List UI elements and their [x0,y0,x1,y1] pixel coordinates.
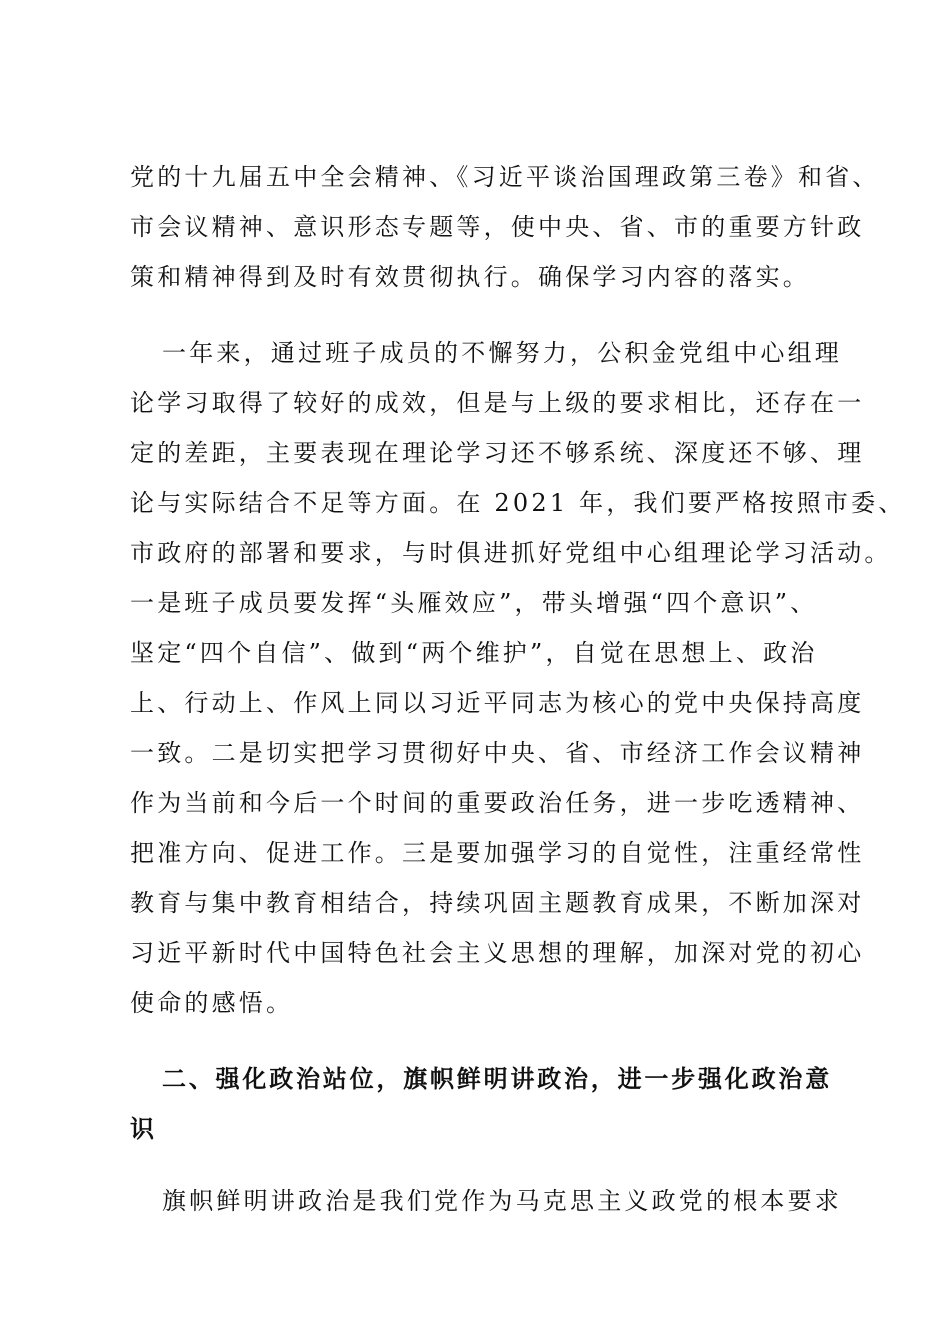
paragraph-1 [130,152,880,302]
document-body [130,152,906,1226]
text-line: 一年来，通过班子成员的不懈努力，公积金党组中心组理 [162,339,842,367]
heading-line: 二、强化政治站位，旗帜鲜明讲政治，进一步强化政治意 [162,1065,832,1093]
text-line: 论与实际结合不足等方面。在 2021 年，我们要严格按照市委、 [130,489,906,517]
text-line: 上、行动上、作风上同以习近平同志为核心的党中央保持高度 [130,689,865,717]
paragraph-spacer [130,1028,830,1054]
text-line: 党的十九届五中全会精神、《习近平谈治国理政第三卷》和省、 [130,163,880,191]
text-line: 市政府的部署和要求，与时俱进抓好党组中心组理论学习活动。 [130,539,892,567]
heading-line: 识 [130,1115,157,1143]
text-line: 一致。二是切实把学习贯彻好中央、省、市经济工作会议精神 [130,739,865,767]
text-line: 作为当前和今后一个时间的重要政治任务，进一步吃透精神、 [130,789,865,817]
paragraph-spacer [130,302,830,328]
section-heading [130,1054,830,1154]
text-line: 坚定“四个自信”、做到“两个维护”，自觉在思想上、政治 [130,639,818,667]
paragraph-spacer [130,1154,830,1176]
text-line: 教育与集中教育相结合，持续巩固主题教育成果，不断加深对 [130,889,865,917]
text-line: 策和精神得到及时有效贯彻执行。确保学习内容的落实。 [130,263,810,291]
text-line: 使命的感悟。 [130,989,294,1017]
text-line: 把准方向、促进工作。三是要加强学习的自觉性，注重经常性 [130,839,865,867]
text-line: 定的差距，主要表现在理论学习还不够系统、深度还不够、理 [130,439,865,467]
text-line: 习近平新时代中国特色社会主义思想的理解，加深对党的初心 [130,939,865,967]
text-line: 旗帜鲜明讲政治是我们党作为马克思主义政党的根本要求 [162,1187,842,1215]
text-line: 市会议精神、意识形态专题等，使中央、省、市的重要方针政 [130,213,865,241]
paragraph-3 [130,1176,842,1226]
text-line: 一是班子成员要发挥“头雁效应”，带头增强“四个意识”、 [130,589,818,617]
text-line: 论学习取得了较好的成效，但是与上级的要求相比，还存在一 [130,389,865,417]
paragraph-2 [130,328,906,1028]
